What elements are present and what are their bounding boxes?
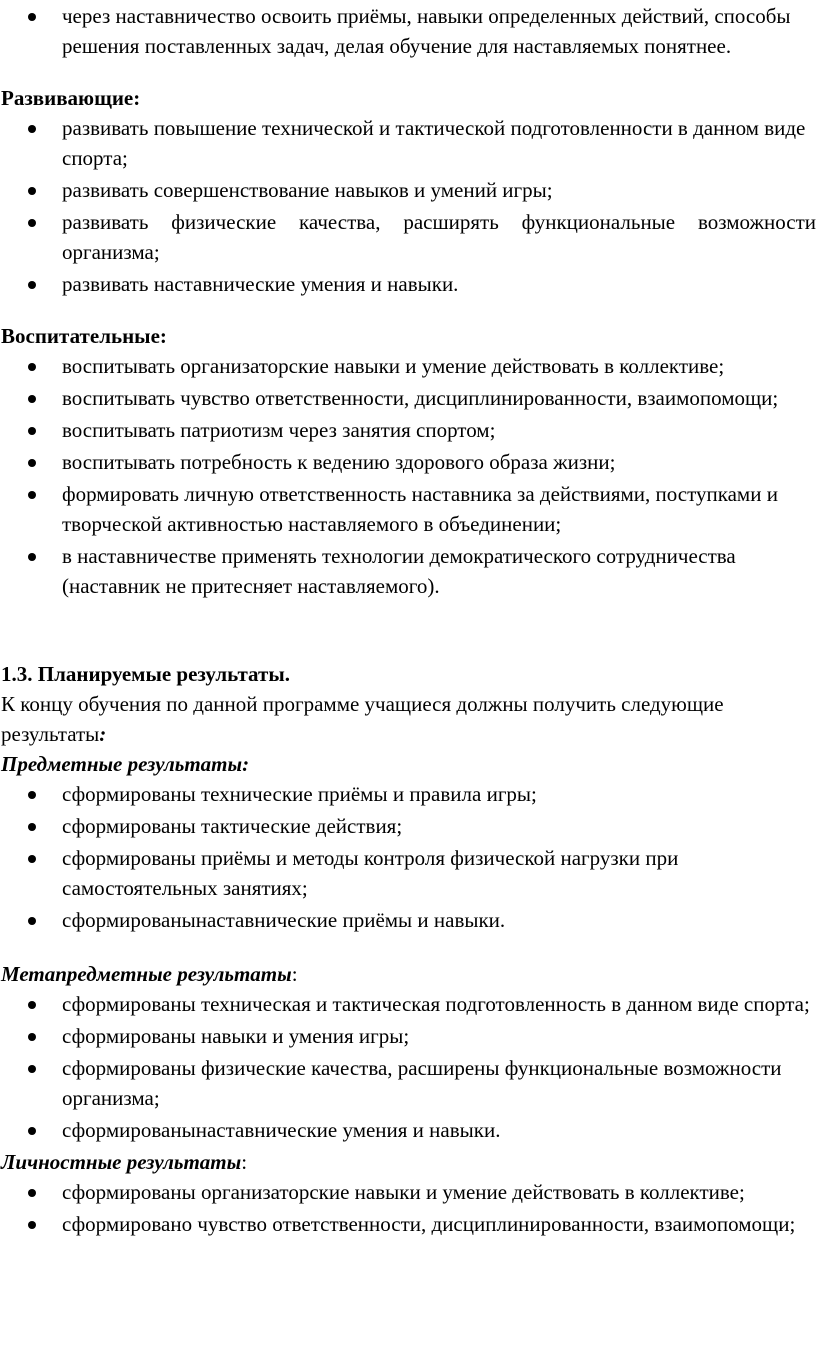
metasubject-results-list [0,989,816,1145]
section-heading-planned-results: 1.3. Планируемые результаты. [1,662,290,686]
bullet-icon [28,553,36,561]
bullet-icon [28,395,36,403]
list-item: сформированы техническая и тактическая подготовленность в данном виде спорта; [62,989,816,1019]
goals-list-continued [0,1,816,61]
bullet-icon [28,363,36,371]
list-item: развивать физические качества, расширять функциональные возможности организма; [62,207,816,267]
subheading-personal-results: Личностные результаты: [1,1150,248,1174]
list-item: формировать личную ответственность наставника за действиями, поступками и творческой активностью наставляемого в объединении; [62,479,816,539]
educational-list [0,351,816,601]
subject-results-list [0,779,816,935]
bullet-icon [28,459,36,467]
list-item: воспитывать патриотизм через занятия спортом; [62,415,816,445]
bullet-icon [28,1221,36,1229]
bullet-icon [28,219,36,227]
bullet-icon [28,491,36,499]
list-item: сформировано чувство ответственности, дисциплинированности, взаимопомощи; [62,1209,816,1239]
bullet-icon [28,13,36,21]
bullet-icon [28,791,36,799]
section-heading-developing: Развивающие: [1,86,141,110]
list-item: сформированы приёмы и методы контроля физической нагрузки при самостоятельных занятиях; [62,843,816,903]
bullet-icon [28,855,36,863]
bullet-icon [28,823,36,831]
list-item: воспитывать организаторские навыки и умение действовать в коллективе; [62,351,816,381]
developing-list [0,113,816,299]
list-item: через наставничество освоить приёмы, навыки определенных действий, способы решения поставленных задач, делая обучение для наставляемых понятнее. [62,1,816,61]
bullet-icon [28,125,36,133]
list-item: развивать наставнические умения и навыки. [62,269,816,299]
list-item: сформированынаставнические умения и навыки. [62,1115,816,1145]
list-item: сформированы тактические действия; [62,811,816,841]
list-item: сформированы организаторские навыки и умение действовать в коллективе; [62,1177,816,1207]
bullet-icon [28,187,36,195]
list-item: воспитывать потребность к ведению здорового образа жизни; [62,447,816,477]
section-heading-educational: Воспитательные: [1,324,167,348]
bullet-icon [28,1033,36,1041]
results-intro: К концу обучения по данной программе учащиеся должны получить следующие результаты: [1,692,724,746]
list-item: развивать совершенствование навыков и умений игры; [62,175,816,205]
subheading-subject-results: Предметные результаты: [1,752,250,776]
bullet-icon [28,1001,36,1009]
bullet-icon [28,917,36,925]
bullet-icon [28,1127,36,1135]
list-item: сформированы физические качества, расширены функциональные возможности организма; [62,1053,816,1113]
personal-results-list [0,1177,816,1239]
bullet-icon [28,427,36,435]
list-item: в наставничестве применять технологии демократического сотрудничества (наставник не притесняет наставляемого). [62,541,816,601]
list-item: сформированынаставнические приёмы и навыки. [62,905,816,935]
bullet-icon [28,1065,36,1073]
subheading-metasubject-results: Метапредметные результаты: [1,962,298,986]
list-item: сформированы навыки и умения игры; [62,1021,816,1051]
list-item: сформированы технические приёмы и правила игры; [62,779,816,809]
list-item: развивать повышение технической и тактической подготовленности в данном виде спорта; [62,113,816,173]
bullet-icon [28,1189,36,1197]
bullet-icon [28,281,36,289]
list-item: воспитывать чувство ответственности, дисциплинированности, взаимопомощи; [62,383,816,413]
